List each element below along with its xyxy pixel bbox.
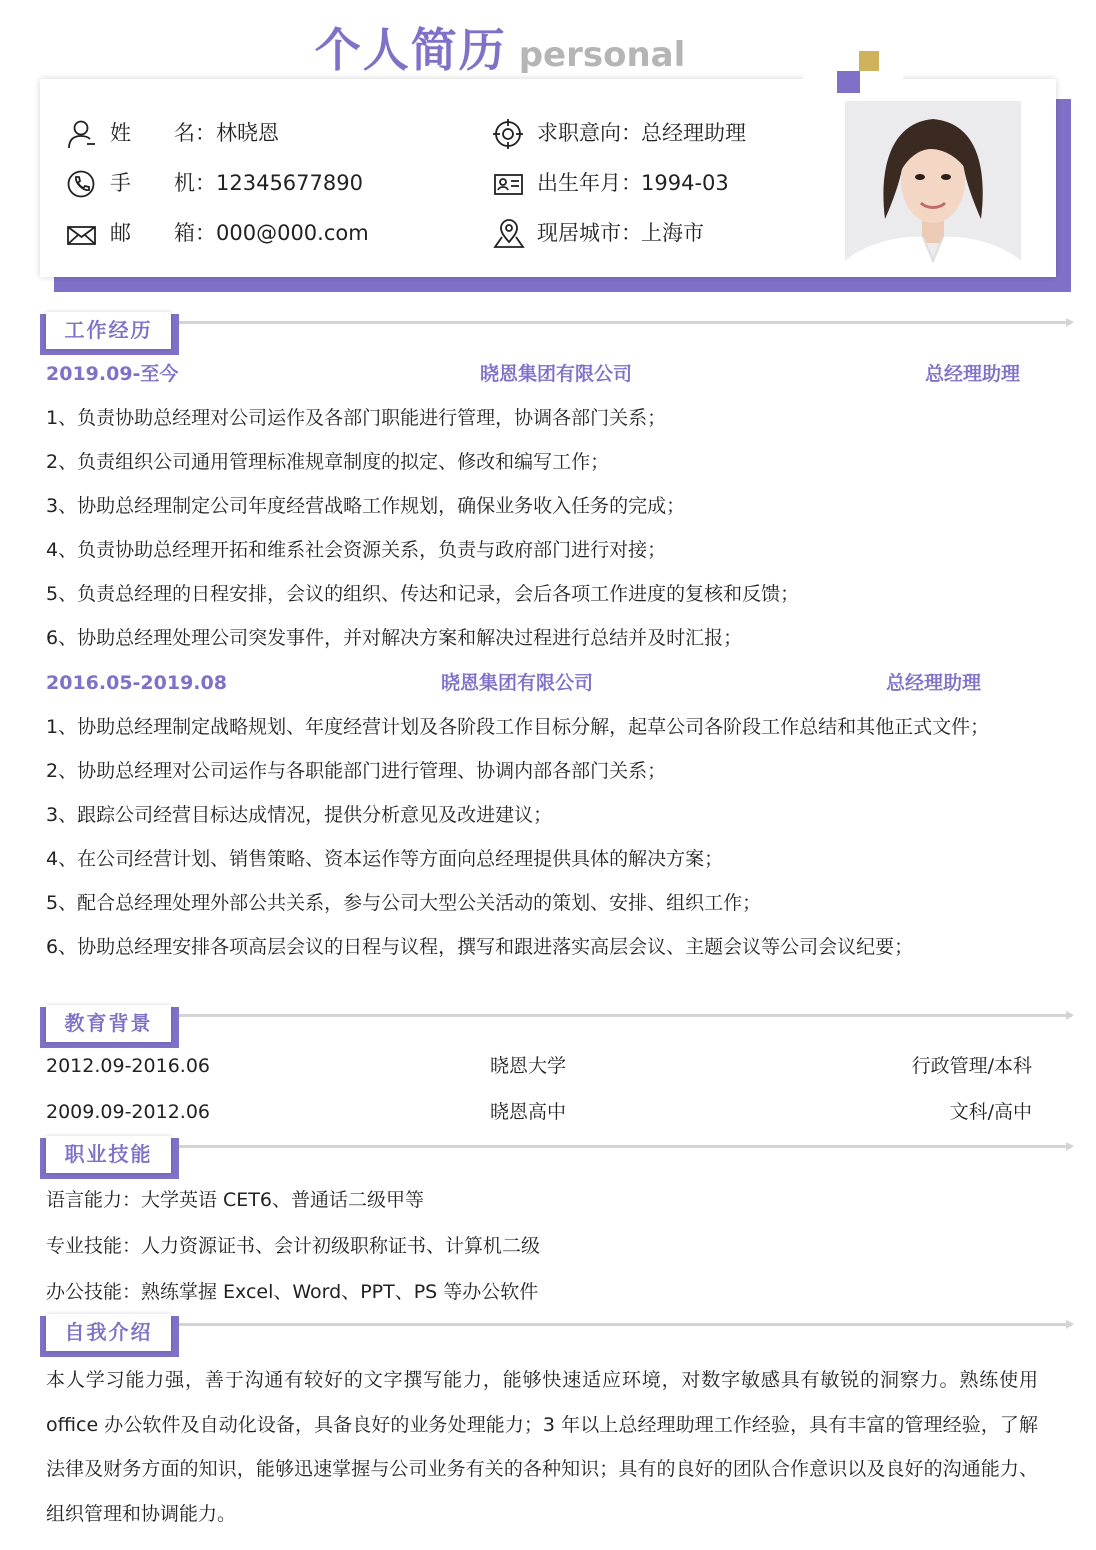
work-section-title: 工作经历 — [46, 312, 171, 349]
duty-item: 4、在公司经营计划、销售策略、资本运作等方面向总经理提供具体的解决方案； — [46, 848, 724, 870]
birth-value: 1994-03 — [641, 171, 729, 195]
job-company: 晓恩集团有限公司 — [441, 672, 594, 694]
intro-text: 本人学习能力强，善于沟通有较好的文字撰写能力，能够快速适应环境，对数字敏感具有敏锐的洞察力。熟练使用 office 办公软件及自动化设备，具备良好的业务处理能力；3 年以上总经理助理工作经验，具有丰富的管理经验，了解法律及财务方面的知识，能够迅速掌握与公司业务有关的各种知识；具有的良好的团队合作意识以及良好的沟通能力、组织管理和协调能力。 — [46, 1369, 1038, 1525]
skill-item: 办公技能：熟练掌握 Excel、Word、PPT、PS 等办公软件 — [46, 1281, 539, 1303]
duty-item: 2、协助总经理对公司运作与各职能部门进行管理、协调内部各部门关系； — [46, 760, 667, 782]
profile-photo — [845, 101, 1021, 275]
objective-value: 总经理助理 — [641, 121, 746, 145]
education-section-title: 教育背景 — [46, 1005, 171, 1042]
title-english: personal — [518, 35, 686, 75]
location-icon — [493, 218, 525, 250]
target-icon — [493, 118, 525, 150]
duty-item: 1、协助总经理制定战略规划、年度经营计划及各阶段工作目标分解，起草公司各阶段工作总结和其他正式文件； — [46, 716, 990, 738]
title-chinese: 个人简历 — [314, 23, 507, 77]
work-section-line — [170, 321, 1072, 324]
edu-period: 2009.09-2012.06 — [46, 1101, 210, 1123]
edu-period: 2012.09-2016.06 — [46, 1055, 210, 1077]
skill-item: 专业技能：人力资源证书、会计初级职称证书、计算机二级 — [46, 1235, 541, 1257]
job-period: 2019.09-至今 — [46, 363, 179, 385]
id-card-icon — [493, 168, 525, 200]
name-value: 林晓恩 — [216, 121, 279, 145]
duty-item: 3、跟踪公司经营目标达成情况，提供分析意见及改进建议； — [46, 804, 553, 826]
job-period: 2016.05-2019.08 — [46, 672, 227, 694]
edu-major: 行政管理/本科 — [911, 1055, 1032, 1077]
skills-section-line — [170, 1145, 1072, 1148]
phone-icon — [66, 168, 98, 200]
duty-item: 5、负责总经理的日程安排，会议的组织、传达和记录，会后各项工作进度的复核和反馈； — [46, 583, 800, 605]
edu-school: 晓恩大学 — [490, 1055, 567, 1077]
job-header — [46, 360, 1036, 388]
education-section-line — [170, 1014, 1072, 1017]
duty-item: 6、协助总经理安排各项高层会议的日程与议程，撰写和跟进落实高层会议、主题会议等公司会议纪要； — [46, 936, 914, 958]
edu-major: 文科/高中 — [949, 1101, 1032, 1123]
intro-section-title: 自我介绍 — [46, 1314, 171, 1351]
intro-section-line — [170, 1323, 1072, 1326]
duty-item: 6、协助总经理处理公司突发事件，并对解决方案和解决过程进行总结并及时汇报； — [46, 627, 743, 649]
education-row — [46, 1097, 1032, 1127]
job-company: 晓恩集团有限公司 — [480, 363, 633, 385]
avatar-icon — [845, 101, 1021, 275]
email-value: 000@000.com — [216, 221, 369, 245]
job-position: 总经理助理 — [925, 363, 1021, 385]
education-row — [46, 1051, 1032, 1081]
decor-square-gold — [859, 51, 879, 71]
duty-item: 5、配合总经理处理外部公共关系，参与公司大型公关活动的策划、安排、组织工作； — [46, 892, 762, 914]
person-icon — [66, 118, 98, 150]
city-value: 上海市 — [641, 221, 704, 245]
decor-square-purple — [837, 71, 860, 93]
skill-item: 语言能力：大学英语 CET6、普通话二级甲等 — [46, 1189, 425, 1211]
edu-school: 晓恩高中 — [490, 1101, 567, 1123]
job-position: 总经理助理 — [886, 672, 982, 694]
skills-section-title: 职业技能 — [46, 1136, 171, 1173]
mail-icon — [66, 218, 98, 250]
duty-item: 3、协助总经理制定公司年度经营战略工作规划，确保业务收入任务的完成； — [46, 495, 686, 517]
duty-item: 4、负责协助总经理开拓和维系社会资源关系，负责与政府部门进行对接； — [46, 539, 667, 561]
duty-item: 1、负责协助总经理对公司运作及各部门职能进行管理，协调各部门关系； — [46, 407, 667, 429]
duty-item: 2、负责组织公司通用管理标准规章制度的拟定、修改和编写工作； — [46, 451, 610, 473]
phone-value: 12345677890 — [216, 171, 363, 195]
job-header — [46, 669, 1036, 697]
